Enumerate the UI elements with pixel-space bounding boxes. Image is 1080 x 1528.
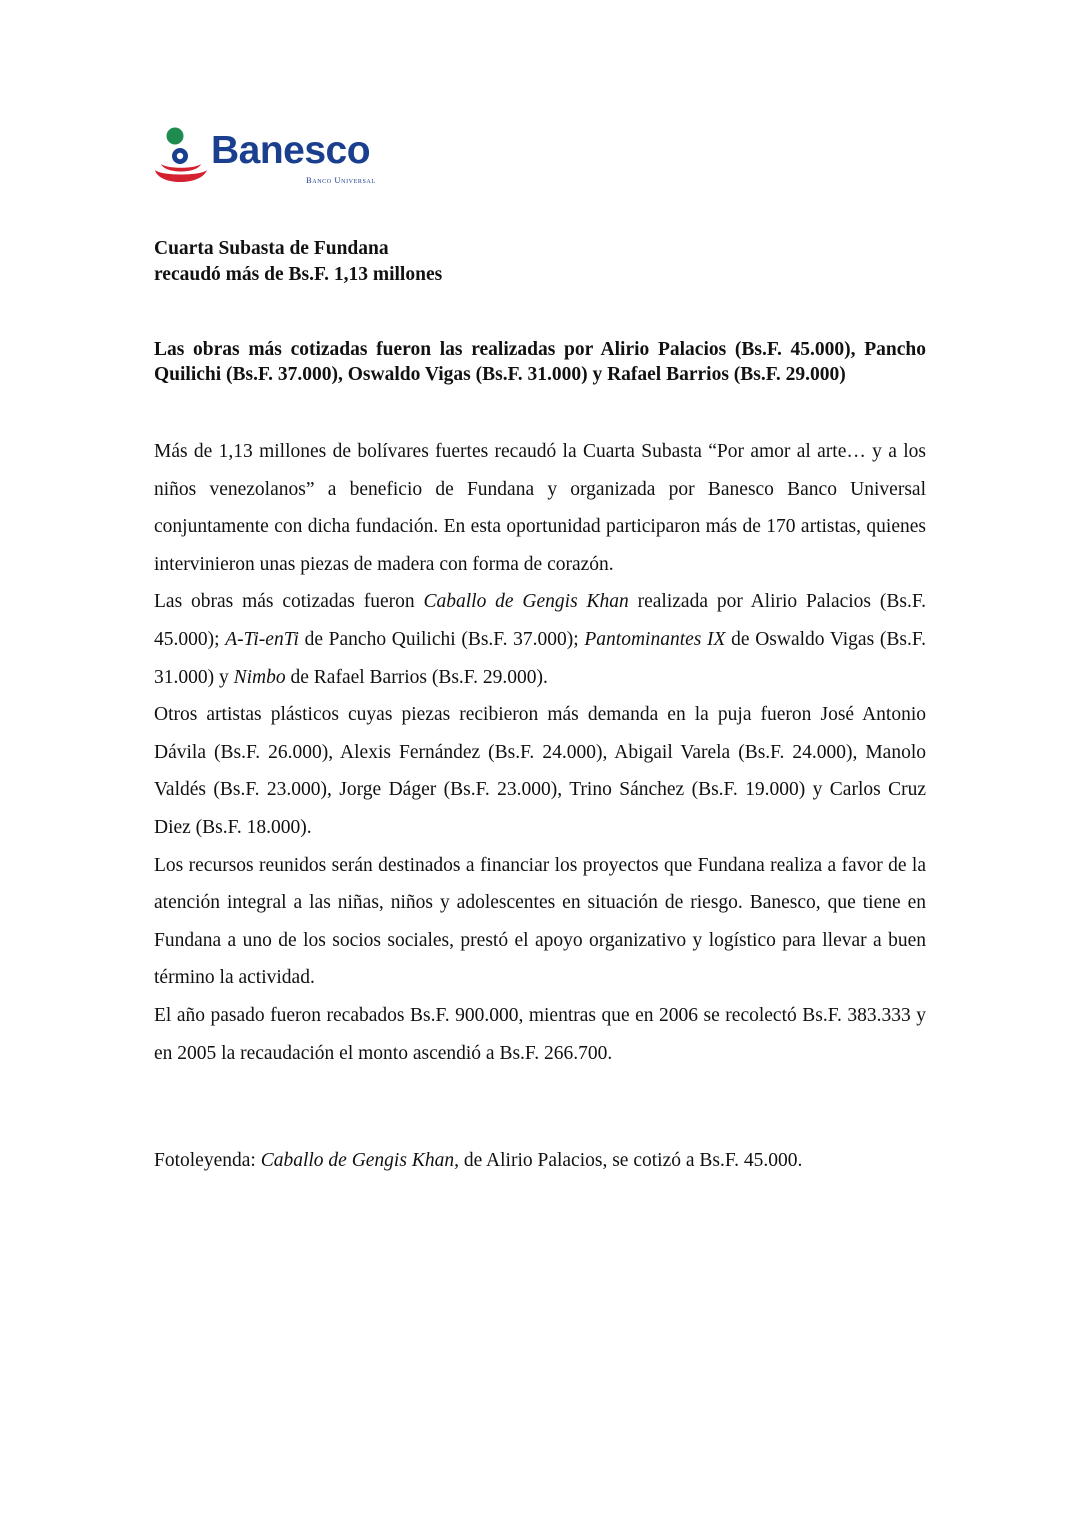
- title-line-2: recaudó más de Bs.F. 1,13 millones: [154, 264, 443, 285]
- logo-subtitle: Banco Universal: [306, 175, 376, 185]
- artwork-title: Pantominantes IX: [584, 628, 726, 650]
- logo-wordmark: Banesco: [211, 129, 371, 172]
- body-paragraph-3: Otros artistas plásticos cuyas piezas recibieron más demanda en la puja fueron José Antonio Dávila (Bs.F. 26.000), Alexis Fernández (Bs.F. 24.000), Abigail Varela (Bs.F. 24.000), Manolo Valdés (Bs.F. 23.000), Jorge Dáger (Bs.F. 23.000), Trino Sánchez (Bs.F. 19.000) y Carlos Cruz Diez (Bs.F. 18.000).: [154, 704, 926, 838]
- article-body: [154, 433, 926, 1072]
- body-paragraph-1: Más de 1,13 millones de bolívares fuertes recaudó la Cuarta Subasta “Por amor al arte… y a los niños venezolanos” a beneficio de Fundana y organizada por Banesco Banco Universal conjuntamente con dicha fundación. En esta oportunidad participaron más de 170 artistas, quienes intervinieron unas piezas de madera con forma de corazón.: [154, 441, 926, 575]
- artwork-title: A-Ti-enTi: [225, 628, 299, 650]
- logo-green-dot: [167, 128, 184, 145]
- page-title: [154, 236, 854, 288]
- logo-red-swoosh: [155, 170, 207, 182]
- artwork-title: Caballo de Gengis Khan: [423, 591, 629, 613]
- lead-paragraph: Las obras más cotizadas fueron las realizadas por Alirio Palacios (Bs.F. 45.000), Pancho Quilichi (Bs.F. 37.000), Oswaldo Vigas (Bs.F. 31.000) y Rafael Barrios (Bs.F. 29.000): [154, 339, 926, 385]
- photo-caption: Fotoleyenda: Caballo de Gengis Khan, de Alirio Palacios, se cotizó a Bs.F. 45.000.: [154, 1150, 803, 1171]
- body-paragraph-4: Los recursos reunidos serán destinados a financiar los proyectos que Fundana realiza a favor de la atención integral a las niñas, niños y adolescentes en situación de riesgo. Banesco, que tiene en Fundana a uno de los socios sociales, prestó el apoyo organizativo y logístico para llevar a buen término la actividad.: [154, 854, 926, 989]
- title-line-1: Cuarta Subasta de Fundana: [154, 238, 389, 259]
- body-paragraph-5: El año pasado fueron recabados Bs.F. 900.000, mientras que en 2006 se recolectó Bs.F. 383.333 y en 2005 la recaudación el monto ascendió a Bs.F. 266.700.: [154, 1004, 926, 1064]
- banesco-logo: [153, 126, 423, 188]
- banesco-symbol-icon: [153, 126, 209, 188]
- body-paragraph-2: Las obras más cotizadas fueron Caballo de Gengis Khan realizada por Alirio Palacios (Bs.F. 45.000); A-Ti-enTi de Pancho Quilichi (Bs.F. 37.000); Pantominantes IX de Oswaldo Vigas (Bs.F. 31.000) y Nimbo de Rafael Barrios (Bs.F. 29.000).: [154, 591, 926, 688]
- artwork-title: Nimbo: [233, 666, 286, 688]
- caption-artwork-title: Caballo de Gengis Khan,: [260, 1150, 459, 1171]
